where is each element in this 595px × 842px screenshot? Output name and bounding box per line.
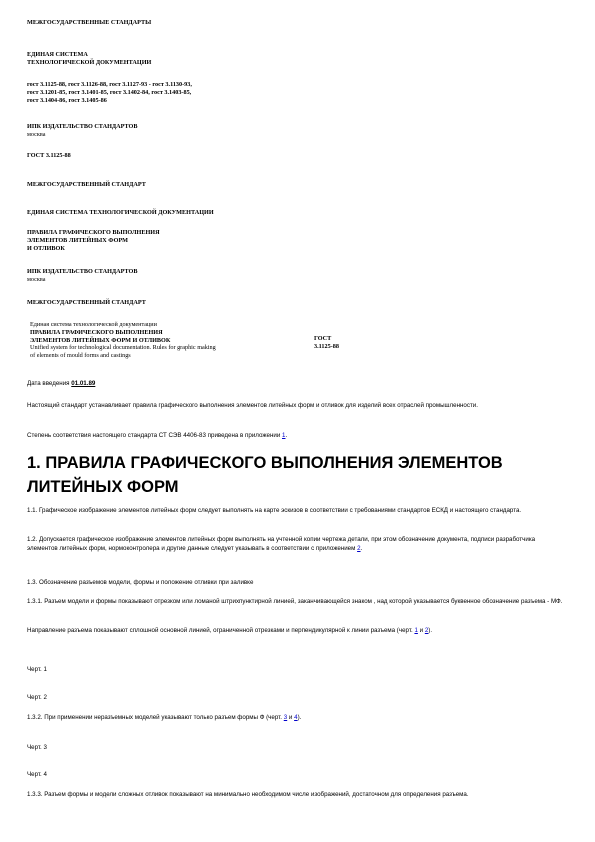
section-1-heading: 1. ПРАВИЛА ГРАФИЧЕСКОГО ВЫПОЛНЕНИЯ ЭЛЕМЕНТОВ ЛИТЕЙНЫХ ФОРМ [27, 454, 503, 496]
figure-1-caption: Черт. 1 [27, 666, 47, 673]
scope-paragraph: Настоящий стандарт устанавливает правила графического выполнения элементов литейных форм и отливок для изделий всех отраслей промышленности. [27, 402, 478, 409]
system-full-name: ЕДИНАЯ СИСТЕМА ТЕХНОЛОГИЧЕСКОЙ ДОКУМЕНТАЦИИ [27, 209, 214, 216]
paragraph-1-3-3: 1.3.3. Разъем формы и модели сложных отливок показывают на минимально необходимом числе изображений, достаточном для определения разъема. [27, 791, 469, 798]
system-name: ЕДИНАЯ СИСТЕМА ТЕХНОЛОГИЧЕСКОЙ ДОКУМЕНТАЦИИ [27, 51, 152, 66]
paragraph-1-3: 1.3. Обозначение разъемов модели, формы и положение отливки при заливке [27, 579, 254, 586]
introduction-date: Дата введения 01.01.89 [27, 380, 96, 387]
figure-3-caption: Черт. 3 [27, 744, 47, 751]
appendix-1-link[interactable]: 1 [282, 432, 286, 439]
conformity-paragraph: Степень соответствия настоящего стандарта СТ СЭВ 4406-83 приведена в приложении 1. [27, 432, 288, 439]
introduction-date-value: 01.01.89 [71, 380, 96, 387]
figure-2-link[interactable]: 2 [424, 627, 429, 634]
paragraph-1-3-2: 1.3.2. При применении неразъемных моделей указывают только разъем формы Ф (черт. 3 и 4). [27, 714, 302, 721]
figure-1-link[interactable]: 1 [414, 627, 418, 634]
appendix-2-link[interactable]: 2 [357, 545, 361, 552]
gost-code: ГОСТ 3.1125-88 [27, 152, 71, 159]
title-table-left: Единая система технологической документации ПРАВИЛА ГРАФИЧЕСКОГО ВЫПОЛНЕНИЯ ЭЛЕМЕНТОВ ЛИТЕЙНЫХ ФОРМ И ОТЛИВОК Unified system for technological documentation. Rules for graphic making of elements of mould forms and castings [30, 321, 216, 359]
standards-heading: МЕЖГОСУДАРСТВЕННЫЕ СТАНДАРТЫ [27, 19, 152, 26]
publisher-block-2: ИПК ИЗДАТЕЛЬСТВО СТАНДАРТОВ москва [27, 268, 138, 283]
standard-title: ПРАВИЛА ГРАФИЧЕСКОГО ВЫПОЛНЕНИЯ ЭЛЕМЕНТОВ ЛИТЕЙНЫХ ФОРМ И ОТЛИВОК [27, 229, 160, 252]
paragraph-1-3-1-direction: Направление разъема показывают сплошной основной линией, ограниченной отрезками и перпендикулярной к линии разъема (черт. 1 и 2). [27, 627, 433, 634]
gost-list: гост 3.1125-88, гост 3.1126-88, гост 3.1127-93 - гост 3.1130-93, гост 3.1201-85, гост 3.1401-85, гост 3.1402-84, гост 3.1403-85, гост 3.1404-86, гост 3.1405-86 [27, 81, 192, 104]
figure-3-link[interactable]: 3 [283, 714, 288, 721]
figure-4-caption: Черт. 4 [27, 771, 47, 778]
paragraph-1-3-1: 1.3.1. Разъем модели и формы показывают отрезком или ломаной штрихпунктирной линией, заканчивающейся знаком , над которой указывается буквенное обозначение разъема - МФ. [27, 598, 563, 605]
standard-label: МЕЖГОСУДАРСТВЕННЫЙ СТАНДАРТ [27, 181, 146, 188]
figure-2-caption: Черт. 2 [27, 694, 47, 701]
figure-4-link[interactable]: 4 [294, 714, 298, 721]
paragraph-1-1: 1.1. Графическое изображение элементов литейных форм следует выполнять на карте эскизов в соответствии с требованиями стандартов ЕСКД и настоящего стандарта. [27, 507, 522, 514]
standard-label-2: МЕЖГОСУДАРСТВЕННЫЙ СТАНДАРТ [27, 299, 146, 306]
paragraph-1-2: 1.2. Допускается графическое изображение элементов литейных форм выполнять на учтенной копии чертежа детали, при этом обозначение документа, подписи разработчика элементов литейных форм, нормоконтролера и другие данные следует указывать в соответствии с приложением 2. [27, 536, 536, 552]
title-table-right: ГОСТ 3.1125-88 [314, 335, 339, 350]
publisher-block: ИПК ИЗДАТЕЛЬСТВО СТАНДАРТОВ москва [27, 123, 138, 138]
